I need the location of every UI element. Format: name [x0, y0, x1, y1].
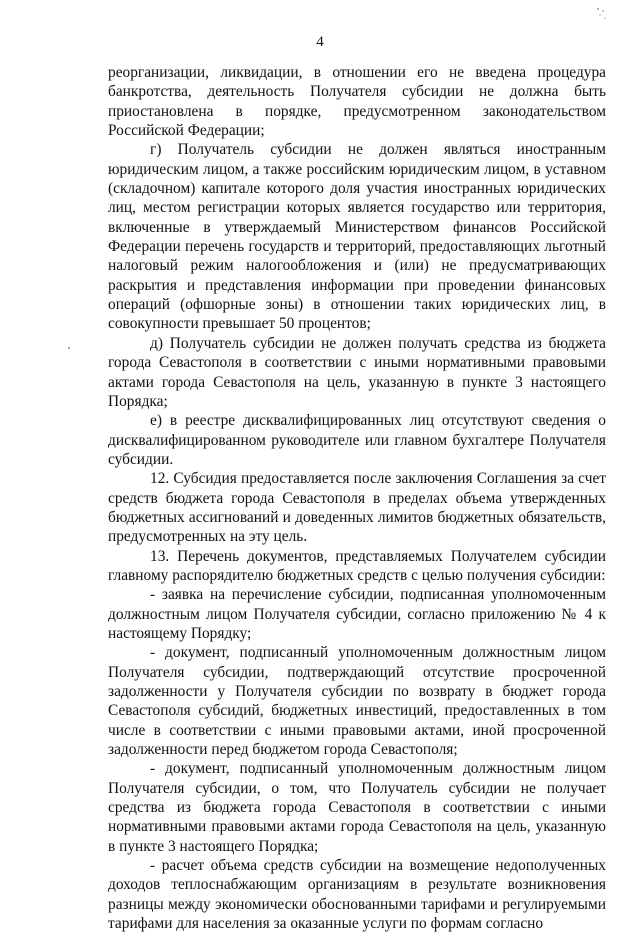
list-item-debt-document: - документ, подписанный уполномоченным должностным лицом Получателя субсидии, подтверждающий отсутствие просроченной задолженности у Получателя субсидии по возврату в бюджет города Севастополя субсидий, бюджетных инвестиций, предоставленных в том числе в соответствии с иными правовыми актами, иной просроченной задолженности перед бюджетом города Севастополя;	[108, 644, 606, 759]
paragraph-item-d: д) Получатель субсидии не должен получать средства из бюджета города Севастополя в соответствии с иными нормативными правовыми актами города Севастополя на цель, указанную в пункте 3 настоящего Порядка;	[108, 334, 606, 410]
paragraph-section-12: 12. Субсидия предоставляется после заключения Соглашения за счет средств бюджета города Севастополя в пределах объема утвержденных бюджетных ассигнований и доведенных лимитов бюджетных обязательств, предусмотренных на эту цель.	[108, 470, 606, 546]
paragraph-item-e: е) в реестре дисквалифицированных лиц отсутствуют сведения о дисквалифицированном руководителе или главном бухгалтере Получателя субсидии.	[108, 412, 606, 468]
scan-mark-icon	[594, 6, 610, 22]
scan-speck-icon	[66, 345, 72, 351]
document-body	[108, 63, 606, 933]
list-item-calculation: - расчет объема средств субсидии на возмещение недополученных доходов теплоснабжающим организациям в результате возникновения разницы между экономически обоснованными тарифами и регулируемыми тарифами для населения за оказанные услуги по формам согласно	[108, 857, 606, 933]
page-number: 4	[316, 34, 324, 50]
paragraph-continuation: реорганизации, ликвидации, в отношении его не введена процедура банкротства, деятельность Получателя субсидии не должна быть приостановлена в порядке, предусмотренном законодательством Российской Федерации;	[108, 64, 606, 140]
paragraph-item-g: г) Получатель субсидии не должен являться иностранным юридическим лицом, а также российским юридическим лицом, в уставном (складочном) капитале которого доля участия иностранных юридических лиц, местом регистрации которых является государство или территория, включенные в утверждаемый Министерством финансов Российской Федерации перечень государств и территорий, предоставляющих льготный налоговый режим налогообложения и (или) не предусматривающих раскрытия и представления информации при проведении финансовых операций (офшорные зоны) в отношении таких юридических лиц, в совокупности превышает 50 процентов;	[108, 141, 606, 333]
list-item-no-funds-document: - документ, подписанный уполномоченным должностным лицом Получателя субсидии, о том, что Получатель субсидии не получает средства из бюджета города Севастополя в соответствии с иными нормативными правовыми актами города Севастополя на цель, указанную в пункте 3 настоящего Порядка;	[108, 760, 606, 855]
paragraph-section-13: 13. Перечень документов, представляемых Получателем субсидии главному распорядителю бюджетных средств с целью получения субсидии:	[108, 547, 606, 584]
list-item-application: - заявка на перечисление субсидии, подписанная уполномоченным должностным лицом Получателя субсидии, согласно приложению № 4 к настоящему Порядку;	[108, 586, 606, 642]
